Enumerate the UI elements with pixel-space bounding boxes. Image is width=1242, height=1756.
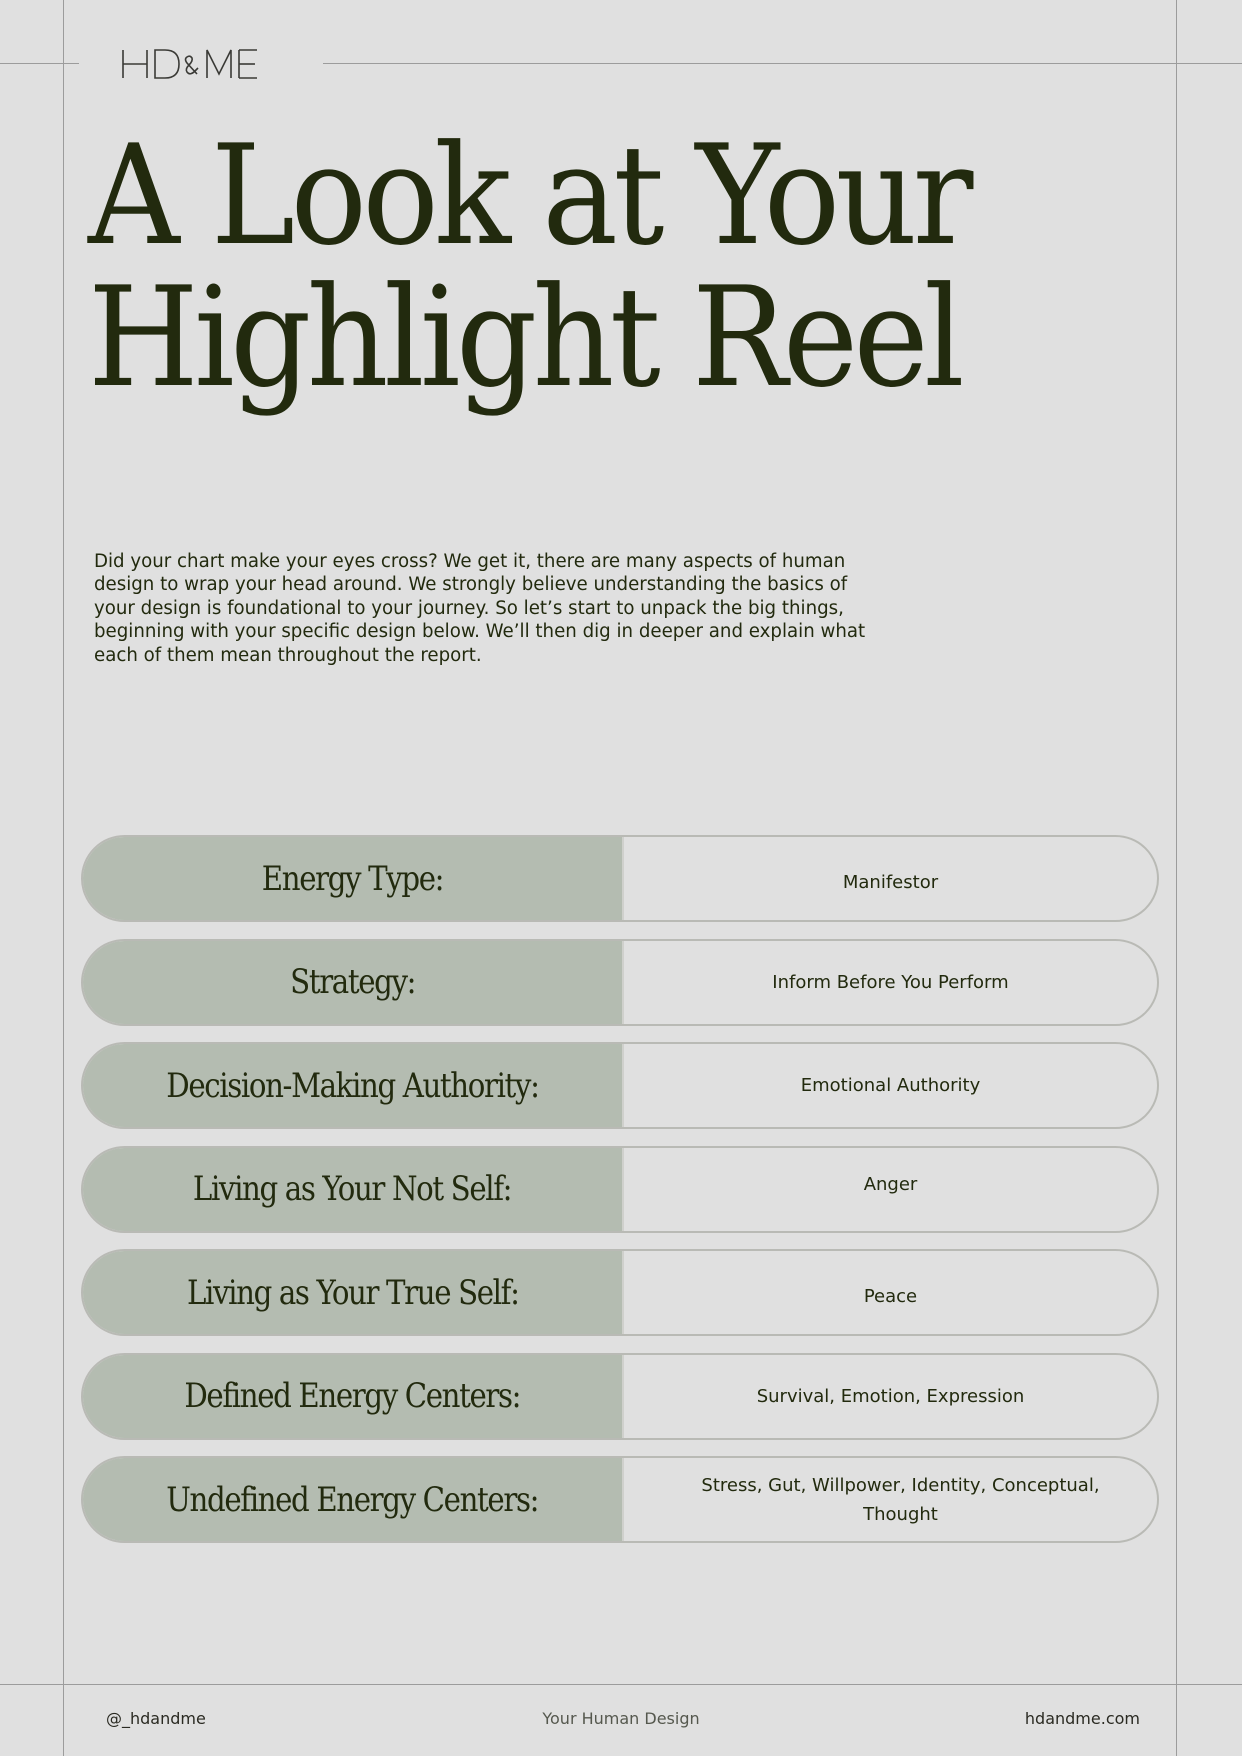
summary-row-not-self	[81, 1146, 1159, 1233]
summary-row-label: Living as Your Not Self:	[83, 1148, 624, 1231]
footer-rule	[0, 1684, 1242, 1685]
summary-row-authority	[81, 1042, 1159, 1129]
page-title-line-1: A Look at Your	[88, 115, 969, 276]
summary-row-label: Undefined Energy Centers:	[83, 1458, 624, 1541]
frame-line-right	[1176, 0, 1177, 1756]
frame-line-left	[63, 0, 64, 1756]
summary-row-undefined-centers	[81, 1456, 1159, 1543]
summary-row-true-self	[81, 1249, 1159, 1336]
page-title	[88, 115, 969, 418]
summary-row-label: Defined Energy Centers:	[83, 1355, 624, 1438]
brand-logo	[121, 44, 281, 84]
summary-row-value: Survival, Emotion, Expression	[756, 1385, 1025, 1407]
footer-social-handle: @_hdandme	[106, 1709, 206, 1728]
summary-row-label: Living as Your True Self:	[83, 1251, 624, 1334]
design-summary-list	[81, 835, 1159, 1560]
summary-row-value: Inform Before You Perform	[772, 971, 1009, 993]
footer-website: hdandme.com	[1024, 1709, 1140, 1728]
summary-row-value: Anger	[863, 1173, 918, 1195]
summary-row-value: Emotional Authority	[800, 1075, 981, 1096]
summary-row-value: Manifestor	[842, 872, 939, 893]
header-rule-left	[0, 63, 79, 64]
summary-row-value: Peace	[863, 1286, 918, 1307]
summary-row-defined-centers	[81, 1353, 1159, 1440]
page-title-line-2: Highlight Reel	[88, 257, 961, 418]
summary-row-energy-type	[81, 835, 1159, 922]
intro-paragraph: Did your chart make your eyes cross? We get it, there are many aspects of human design to wrap your head around. We strongly believe understanding the basics of your design is foundational to your journey. So let’s start to unpack the big things, beginning with your specific design below. We’ll then dig in deeper and explain what each of them mean throughout the report.	[94, 551, 866, 666]
summary-row-strategy	[81, 939, 1159, 1026]
summary-row-value: Stress, Gut, Willpower, Identity, Conceptual, Thought	[701, 1474, 1100, 1525]
summary-row-label: Energy Type:	[83, 837, 624, 920]
summary-row-label: Strategy:	[83, 941, 624, 1024]
summary-row-label: Decision-Making Authority:	[83, 1044, 624, 1127]
header-rule-right	[323, 63, 1242, 64]
footer-document-title: Your Human Design	[542, 1709, 700, 1728]
